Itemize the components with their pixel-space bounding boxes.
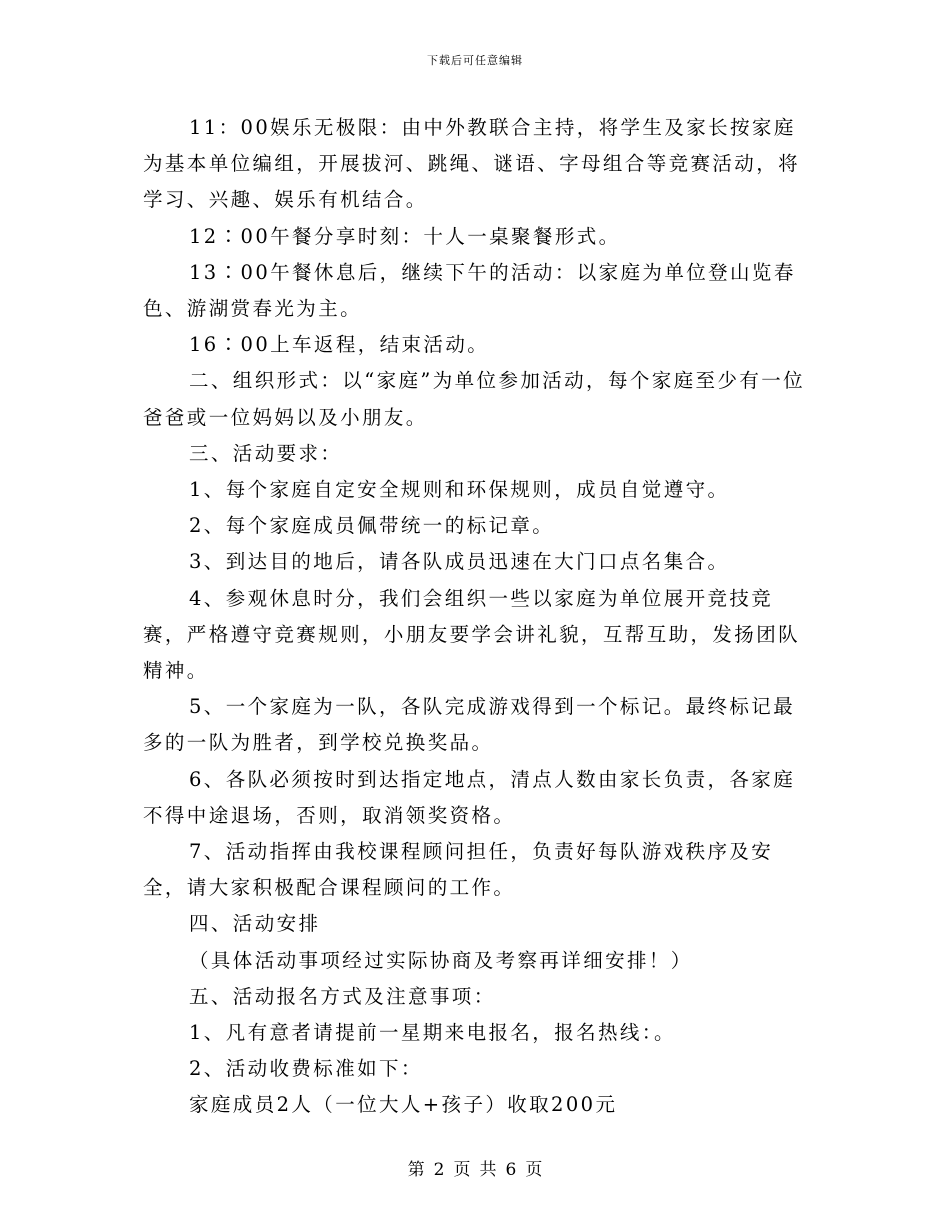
paragraph-requirement-3: 3、到达目的地后，请各队成员迅速在大门口点名集合。 — [189, 550, 730, 574]
paragraph-requirement-2: 2、每个家庭成员佩带统一的标记章。 — [189, 514, 555, 538]
footer-middle: 页 — [453, 1160, 471, 1180]
paragraph-1100-entertainment: 11：00娱乐无极限：由中外教联合主持，将学生及家长按家庭为基本单位编组，开展拔河、跳绳、谜语、字母组合等竞赛活动，将学习、兴趣、娱乐有机结合。 — [143, 116, 801, 212]
footer-suffix: 页 — [525, 1160, 543, 1180]
footer-prefix: 第 — [407, 1160, 425, 1180]
paragraph-1300-afternoon: 13∶00午餐休息后，继续下午的活动：以家庭为单位登山览春色、游湖赏春光为主。 — [143, 260, 796, 321]
paragraph-section-4-heading: 四、活动安排 — [189, 912, 321, 936]
paragraph-requirement-1: 1、每个家庭自定安全规则和环保规则，成员自觉遵守。 — [189, 478, 730, 502]
paragraph-registration-1: 1、凡有意者请提前一星期来电报名，报名热线：。 — [189, 1021, 676, 1045]
paragraph-fee-standard: 家庭成员2人（一位大人+孩子）收取200元 — [189, 1093, 618, 1117]
footer-current-page: 2 — [433, 1160, 445, 1180]
paragraph-1600-return: 16∶00上车返程，结束活动。 — [189, 333, 490, 357]
paragraph-1200-lunch: 12∶00午餐分享时刻：十人一桌聚餐形式。 — [189, 224, 621, 248]
paragraph-requirement-7: 7、活动指挥由我校课程顾问担任，负责好每队游戏秩序及安全，请大家积极配合课程顾问的工作。 — [143, 840, 774, 900]
paragraph-requirement-5: 5、一个家庭为一队，各队完成游戏得到一个标记。最终标记最多的一队为胜者，到学校兑换奖品。 — [143, 695, 796, 755]
paragraph-section-2-organization: 二、组织形式：以“家庭”为单位参加活动，每个家庭至少有一位爸爸或一位妈妈以及小朋友。 — [143, 369, 806, 429]
paragraph-registration-2: 2、活动收费标准如下： — [189, 1057, 423, 1081]
paragraph-section-5-heading: 五、活动报名方式及注意事项： — [189, 984, 496, 1008]
paragraph-section-3-heading: 三、活动要求： — [189, 441, 343, 465]
paragraph-requirement-6: 6、各队必须按时到达指定地点，清点人数由家长负责，各家庭不得中途退场，否则，取消领奖资格。 — [143, 767, 796, 827]
footer-total-pages: 6 — [505, 1160, 517, 1180]
page-header: 下载后可任意编辑 — [427, 54, 523, 67]
page-footer — [0, 1155, 950, 1180]
footer-total-label: 共 — [479, 1160, 497, 1180]
paragraph-section-4-note: （具体活动事项经过实际协商及考察再详细安排！） — [189, 948, 693, 972]
paragraph-requirement-4: 4、参观休息时分，我们会组织一些以家庭为单位展开竞技竞赛，严格遵守竞赛规则，小朋友要学会讲礼貌，互帮互助，发扬团队精神。 — [143, 586, 801, 683]
document-body — [143, 110, 811, 1124]
